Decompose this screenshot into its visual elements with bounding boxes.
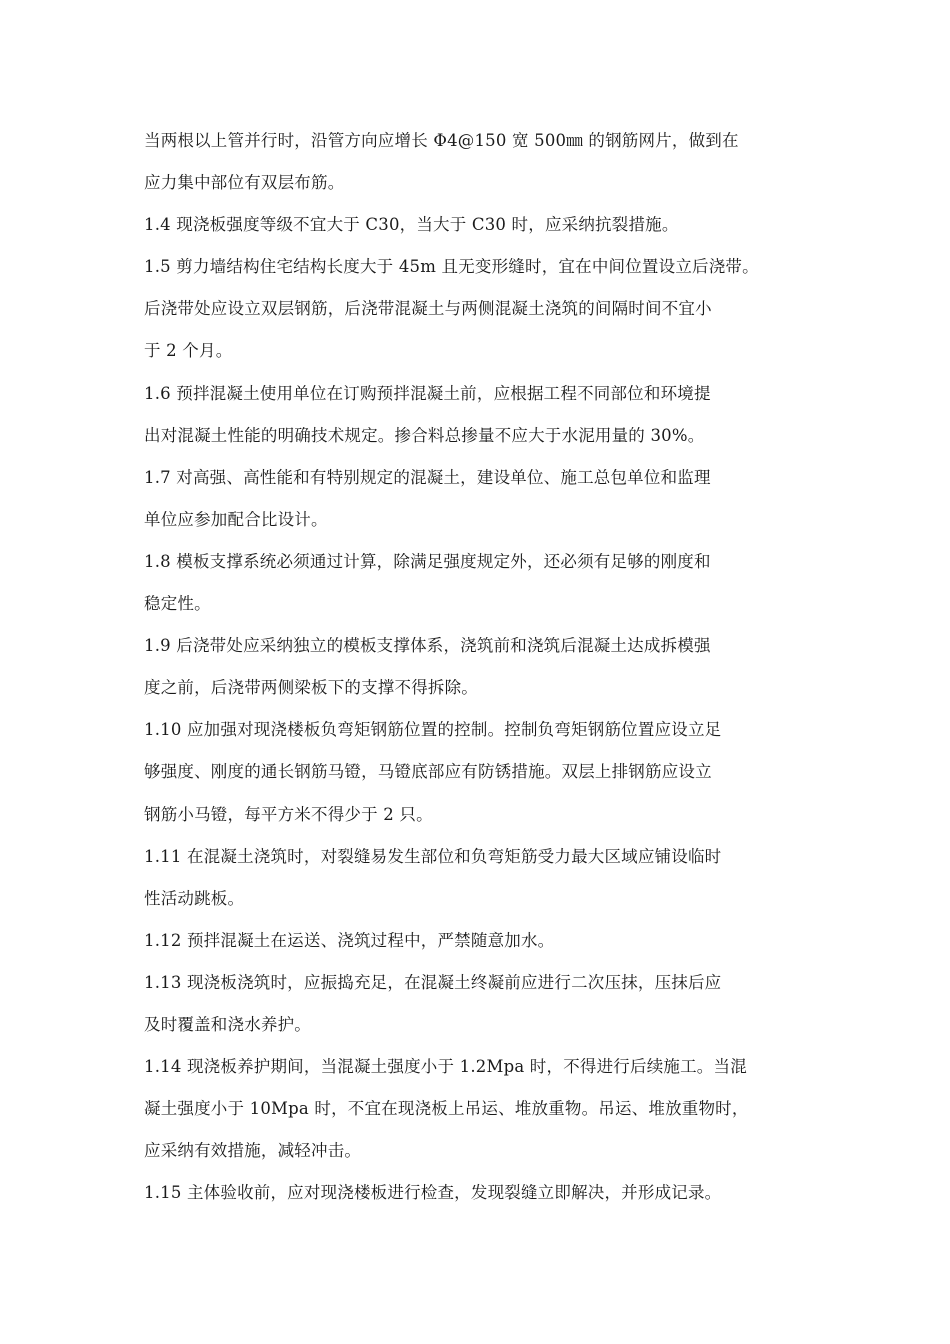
text-line: 1.5 剪力墙结构住宅结构长度大于 45m 且无变形缝时，宜在中间位置设立后浇带。 <box>144 257 759 277</box>
text-line: 1.14 现浇板养护期间，当混凝土强度小于 1.2Mpa 时，不得进行后续施工。当混 <box>144 1057 747 1077</box>
text-line: 钢筋小马镫，每平方米不得少于 2 只。 <box>144 804 433 824</box>
text-line: 凝土强度小于 10Mpa 时，不宜在现浇板上吊运、堆放重物。吊运、堆放重物时， <box>144 1099 749 1119</box>
document-body <box>144 120 824 1214</box>
text-line: 及时覆盖和浇水养护。 <box>144 1014 311 1034</box>
text-line: 1.8 模板支撑系统必须通过计算，除满足强度规定外，还必须有足够的刚度和 <box>144 551 711 571</box>
text-line: 1.11 在混凝土浇筑时，对裂缝易发生部位和负弯矩筋受力最大区域应铺设临时 <box>144 846 722 866</box>
text-line: 1.15 主体验收前，应对现浇楼板进行检查，发现裂缝立即解决，并形成记录。 <box>144 1183 722 1203</box>
text-line: 性活动跳板。 <box>144 888 245 908</box>
text-line: 1.6 预拌混凝土使用单位在订购预拌混凝土前，应根据工程不同部位和环境提 <box>144 383 711 403</box>
text-line: 出对混凝土性能的明确技术规定。掺合料总掺量不应大于水泥用量的 30%。 <box>144 425 705 445</box>
text-line: 1.4 现浇板强度等级不宜大于 C30，当大于 C30 时，应采纳抗裂措施。 <box>144 215 679 235</box>
text-line: 单位应参加配合比设计。 <box>144 509 328 529</box>
text-line: 后浇带处应设立双层钢筋，后浇带混凝土与两侧混凝土浇筑的间隔时间不宜小 <box>144 299 712 319</box>
text-line: 应采纳有效措施，减轻冲击。 <box>144 1141 362 1161</box>
text-line: 于 2 个月。 <box>144 341 233 361</box>
text-line: 度之前，后浇带两侧梁板下的支撑不得拆除。 <box>144 678 478 698</box>
text-line: 稳定性。 <box>144 594 211 614</box>
text-line: 1.9 后浇带处应采纳独立的模板支撑体系，浇筑前和浇筑后混凝土达成拆模强 <box>144 636 711 656</box>
text-line: 应力集中部位有双层布筋。 <box>144 173 345 193</box>
text-line: 1.12 预拌混凝土在运送、浇筑过程中，严禁随意加水。 <box>144 930 555 950</box>
text-line: 够强度、刚度的通长钢筋马镫，马镫底部应有防锈措施。双层上排钢筋应设立 <box>144 762 712 782</box>
text-line: 1.10 应加强对现浇楼板负弯矩钢筋位置的控制。控制负弯矩钢筋位置应设立足 <box>144 720 722 740</box>
text-line: 1.7 对高强、高性能和有特别规定的混凝土，建设单位、施工总包单位和监理 <box>144 467 711 487</box>
text-line: 当两根以上管并行时，沿管方向应增长 Φ4@150 宽 500㎜ 的钢筋网片，做到在 <box>144 131 739 150</box>
text-line: 1.13 现浇板浇筑时，应振捣充足，在混凝土终凝前应进行二次压抹，压抹后应 <box>144 972 722 992</box>
